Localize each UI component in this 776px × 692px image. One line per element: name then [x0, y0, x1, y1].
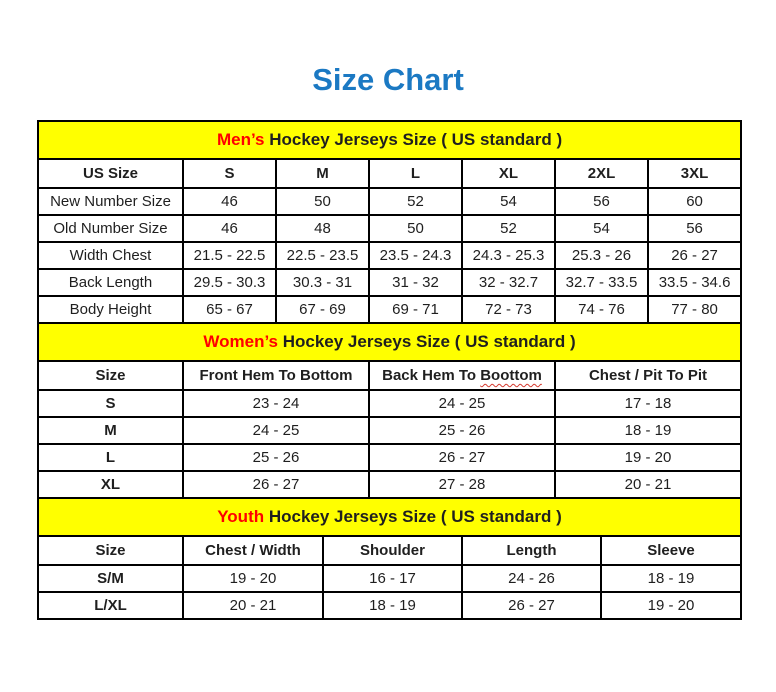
womens-size-table — [37, 322, 742, 499]
table-cell: 21.5 - 22.5 — [183, 242, 276, 269]
column-header-cell: XL — [462, 159, 555, 188]
table-row — [38, 592, 741, 619]
womens-section-title — [38, 323, 741, 361]
table-cell: 16 - 17 — [323, 565, 462, 592]
table-cell: 17 - 18 — [555, 390, 741, 417]
section-title-highlight: Men’s — [216, 130, 265, 149]
column-header-cell: L — [369, 159, 462, 188]
table-cell: 50 — [369, 215, 462, 242]
table-cell: 19 - 20 — [555, 444, 741, 471]
table-row — [38, 471, 741, 498]
table-cell: 24 - 26 — [462, 565, 601, 592]
column-header-cell: 3XL — [648, 159, 741, 188]
table-cell: 74 - 76 — [555, 296, 648, 323]
table-cell: 29.5 - 30.3 — [183, 269, 276, 296]
table-row — [38, 390, 741, 417]
youth-size-table — [37, 497, 742, 620]
table-cell: 46 — [183, 188, 276, 215]
table-cell: 30.3 - 31 — [276, 269, 369, 296]
table-cell: 20 - 21 — [555, 471, 741, 498]
table-cell: 18 - 19 — [555, 417, 741, 444]
column-header-cell: US Size — [38, 159, 183, 188]
column-header-cell: Chest / Width — [183, 536, 323, 565]
section-title-row — [38, 121, 741, 159]
table-cell: 65 - 67 — [183, 296, 276, 323]
table-cell: 19 - 20 — [601, 592, 741, 619]
section-title-row — [38, 323, 741, 361]
table-cell: 25.3 - 26 — [555, 242, 648, 269]
row-label-cell: Body Height — [38, 296, 183, 323]
row-label-cell: L — [38, 444, 183, 471]
table-cell: 26 - 27 — [462, 592, 601, 619]
section-title-rest: Hockey Jerseys Size ( US standard ) — [264, 130, 563, 149]
table-cell: 25 - 26 — [369, 417, 555, 444]
row-label-cell: Width Chest — [38, 242, 183, 269]
column-header-row — [38, 361, 741, 390]
row-label-cell: XL — [38, 471, 183, 498]
table-row — [38, 417, 741, 444]
table-cell: 23 - 24 — [183, 390, 369, 417]
size-tables-container — [37, 120, 740, 620]
column-header-cell: Length — [462, 536, 601, 565]
table-cell: 50 — [276, 188, 369, 215]
section-title-highlight: Women’s — [203, 332, 278, 351]
table-row — [38, 188, 741, 215]
table-cell: 18 - 19 — [323, 592, 462, 619]
table-cell: 22.5 - 23.5 — [276, 242, 369, 269]
column-header-cell: Sleeve — [601, 536, 741, 565]
column-header-cell: 2XL — [555, 159, 648, 188]
column-header-cell: Shoulder — [323, 536, 462, 565]
column-header-cell: M — [276, 159, 369, 188]
table-cell: 72 - 73 — [462, 296, 555, 323]
row-label-cell: L/XL — [38, 592, 183, 619]
table-row — [38, 215, 741, 242]
table-cell: 56 — [555, 188, 648, 215]
column-header-row — [38, 159, 741, 188]
table-cell: 32.7 - 33.5 — [555, 269, 648, 296]
table-cell: 18 - 19 — [601, 565, 741, 592]
table-cell: 67 - 69 — [276, 296, 369, 323]
table-row — [38, 565, 741, 592]
row-label-cell: M — [38, 417, 183, 444]
row-label-cell: Old Number Size — [38, 215, 183, 242]
column-header-cell: Chest / Pit To Pit — [555, 361, 741, 390]
table-row — [38, 444, 741, 471]
table-cell: 32 - 32.7 — [462, 269, 555, 296]
table-cell: 52 — [462, 215, 555, 242]
table-row — [38, 269, 741, 296]
table-cell: 26 - 27 — [369, 444, 555, 471]
table-cell: 26 - 27 — [183, 471, 369, 498]
page-title: Size Chart — [312, 62, 464, 97]
table-cell: 77 - 80 — [648, 296, 741, 323]
table-cell: 46 — [183, 215, 276, 242]
section-title-rest: Hockey Jerseys Size ( US standard ) — [278, 332, 576, 351]
row-label-cell: S — [38, 390, 183, 417]
table-cell: 54 — [462, 188, 555, 215]
section-title-row — [38, 498, 741, 536]
table-cell: 54 — [555, 215, 648, 242]
table-cell: 31 - 32 — [369, 269, 462, 296]
table-cell: 56 — [648, 215, 741, 242]
table-cell: 26 - 27 — [648, 242, 741, 269]
table-row — [38, 242, 741, 269]
mens-size-table — [37, 120, 742, 324]
table-cell: 60 — [648, 188, 741, 215]
table-cell: 24 - 25 — [369, 390, 555, 417]
table-cell: 27 - 28 — [369, 471, 555, 498]
row-label-cell: S/M — [38, 565, 183, 592]
table-cell: 24 - 25 — [183, 417, 369, 444]
table-cell: 20 - 21 — [183, 592, 323, 619]
row-label-cell: Back Length — [38, 269, 183, 296]
table-cell: 69 - 71 — [369, 296, 462, 323]
table-cell: 33.5 - 34.6 — [648, 269, 741, 296]
section-title-highlight: Youth — [217, 507, 265, 526]
table-cell: 48 — [276, 215, 369, 242]
column-header-cell: Size — [38, 536, 183, 565]
column-header-cell: Front Hem To Bottom — [183, 361, 369, 390]
column-header-cell: Back Hem To Boottom — [369, 361, 555, 390]
table-cell: 24.3 - 25.3 — [462, 242, 555, 269]
row-label-cell: New Number Size — [38, 188, 183, 215]
table-cell: 52 — [369, 188, 462, 215]
youth-section-title — [38, 498, 741, 536]
column-header-cell: S — [183, 159, 276, 188]
mens-section-title — [38, 121, 741, 159]
misspelled-word: Boottom — [480, 367, 542, 384]
column-header-row — [38, 536, 741, 565]
table-cell: 25 - 26 — [183, 444, 369, 471]
table-cell: 19 - 20 — [183, 565, 323, 592]
section-title-rest: Hockey Jerseys Size ( US standard ) — [264, 507, 562, 526]
table-cell: 23.5 - 24.3 — [369, 242, 462, 269]
column-header-cell: Size — [38, 361, 183, 390]
table-row — [38, 296, 741, 323]
